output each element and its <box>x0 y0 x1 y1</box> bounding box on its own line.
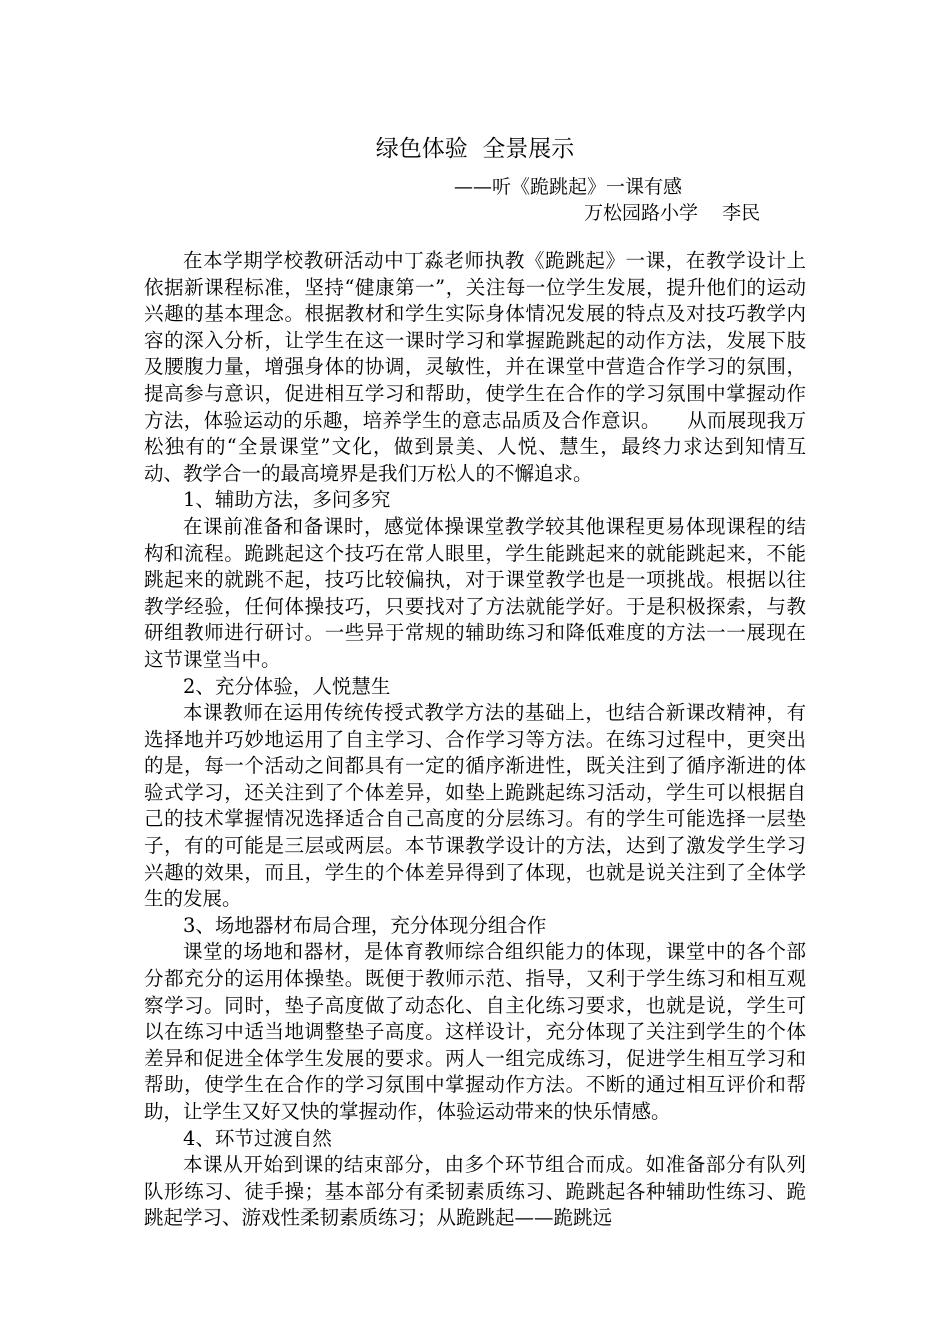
document-subtitle: ——听《跪跳起》一课有感 <box>454 176 683 198</box>
body-paragraph: 本课教师在运用传统传授式教学方法的基础上，也结合新课改精神，有选择地并巧妙地运用了自主学习、合作学习等方法。在练习过程中，更突出的是，每一个活动之间都具有一定的循序渐进性，既关注到了循序渐进的体验式学习，还关注到了个体差异，如垫上跪跳起练习活动，学生可以根据自己的技术掌握情况选择适合自己高度的分层练习。有的学生可能选择一层垫子，有的可能是三层或两层。本节课教学设计的方法，达到了激发学生学习兴趣的效果，而且，学生的个体差异得到了体现，也就是说关注到了全体学生的发展。 <box>144 701 806 911</box>
body-paragraph: 在课前准备和备课时，感觉体操课堂教学较其他课程更易体现课程的结构和流程。跪跳起这个技巧在常人眼里，学生能跳起来的就能跳起来，不能跳起来的就跳不起，技巧比较偏执，对于课堂教学也是一项挑战。根据以往教学经验，任何体操技巧，只要找对了方法就能学好。于是积极探索，与教研组教师进行研讨。一些异于常规的辅助练习和降低难度的方法一一展现在这节课堂当中。 <box>144 514 806 671</box>
body-paragraph: 课堂的场地和器材，是体育教师综合组织能力的体现，课堂中的各个部分都充分的运用体操垫。既便于教师示范、指导，又利于学生练习和相互观察学习。同时，垫子高度做了动态化、自主化练习要求，也就是说，学生可以在练习中适当地调整垫子高度。这样设计，充分体现了关注到学生的个体差异和促进全体学生发展的要求。两人一组完成练习，促进学生相互学习和帮助，使学生在合作的学习氛围中掌握动作方法。不断的通过相互评价和帮助，让学生又好又快的掌握动作，体验运动带来的快乐情感。 <box>144 940 806 1123</box>
document-author: 万松园路小学 李民 <box>584 202 761 224</box>
body-paragraph: 在本学期学校教研活动中丁淼老师执教《跪跳起》一课，在教学设计上依据新课程标准，坚持“健康第一”，关注每一位学生发展，提升他们的运动兴趣的基本理念。根据教材和学生实际身体情况发展的特点及对技巧教学内容的深入分析，让学生在这一课时学习和掌握跪跳起的动作方法，发展下肢及腰腹力量，增强身体的协调，灵敏性，并在课堂中营造合作学习的氛围，提高参与意识，促进相互学习和帮助，使学生在合作的学习氛围中掌握动作方法，体验运动的乐趣，培养学生的意志品质及合作意识。 从而展现我万松独有的“全景课堂”文化，做到景美、人悦、慧生，最终力求达到知情互动、教学合一的最高境界是我们万松人的不懈追求。 <box>144 249 806 485</box>
section-heading: 3、场地器材布局合理，充分体现分组合作 <box>183 913 547 937</box>
document-body <box>144 248 806 1232</box>
section-heading: 4、环节过渡自然 <box>183 1126 332 1150</box>
section-heading: 2、充分体验，人悦慧生 <box>183 674 391 698</box>
body-paragraph: 本课从开始到课的结束部分，由多个环节组合而成。如准备部分有队列队形练习、徒手操；基本部分有柔韧素质练习、跪跳起各种辅助性练习、跪跳起学习、游戏性柔韧素质练习；从跪跳起——跪跳远 <box>144 1153 806 1230</box>
section-heading: 1、辅助方法，多问多究 <box>183 488 391 512</box>
document-title: 绿色体验 全景展示 <box>375 136 575 162</box>
